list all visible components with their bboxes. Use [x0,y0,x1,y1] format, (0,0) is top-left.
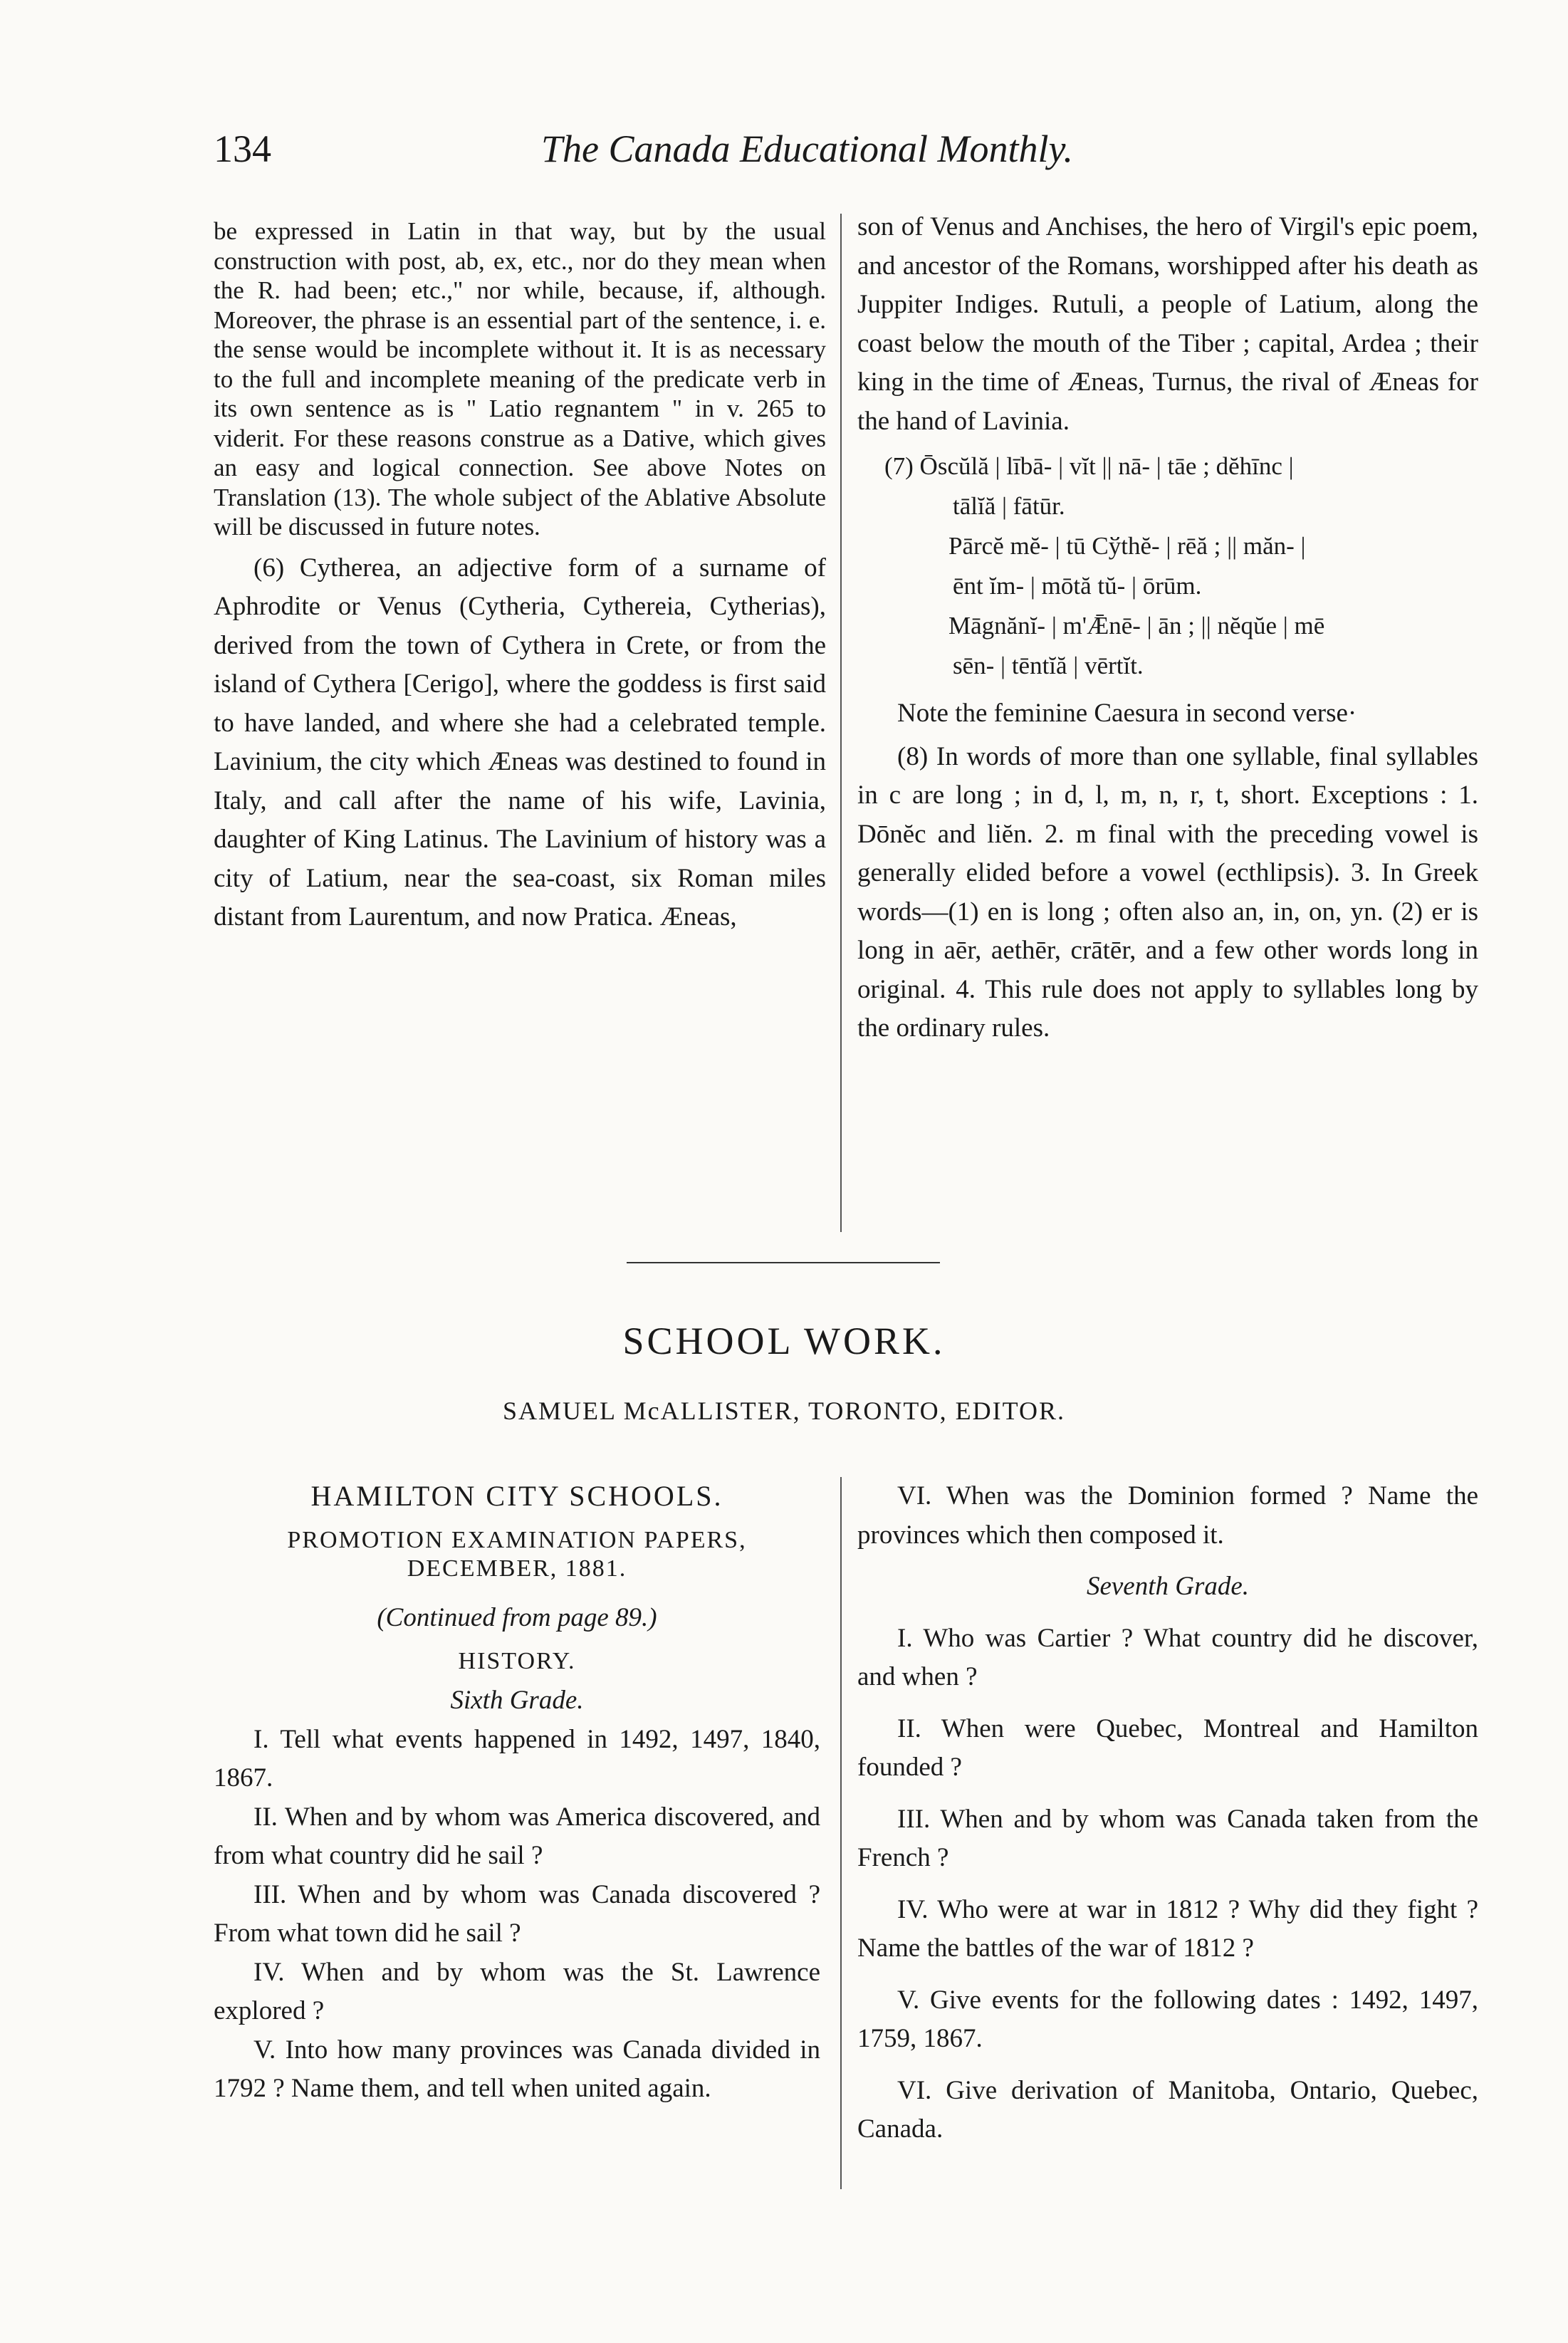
scansion-line: Pārcĕ mĕ- | tū Cўthĕ- | rēă ; || măn- | [948,532,1306,560]
paragraph-cytherea: (6) Cytherea, an adjective form of a surname of Aphrodite or Venus (Cytheria, Cythereia, Cytherias), derived from the town of Cythera in Crete, or from the island of Cythera [Cerigo], where the goddess is first said to have landed, and where she had a celebrated temple. Lavinium, the city which Æneas was destined to found in Italy, and call after the name of his wife, Lavinia, daughter of King Latinus. The Lavinium of history was a city of Latium, near the sea-coast, six Roman miles distant from Laurentum, and now Pratica. Æneas, [214,553,826,932]
question: VI. When was the Dominion formed ? Name the provinces which then composed it. [857,1481,1478,1550]
column-divider-bottom [840,1477,842,2189]
scansion-line: Māgnănĭ- | m'Ǣnē- | ān ; || nĕqŭe | mē [948,612,1325,640]
question: II. When and by whom was America discovered, and from what country did he sail ? [214,1802,820,1870]
running-head [214,127,1154,184]
section-editor: SAMUEL McALLISTER, TORONTO, EDITOR. [503,1397,1065,1425]
question: III. When and by whom was Canada taken from the French ? [857,1804,1478,1872]
exam-subheading: PROMOTION EXAMINATION PAPERS, DECEMBER, 1881. [287,1526,747,1582]
scansion-line: (7) Ōscŭlă | lībā- | vĭt || nā- | tāe ; dĕhīnc | [884,452,1294,480]
paragraph-final-syllables: (8) In words of more than one syllable, final syllables in c are long ; in d, l, m, n, r, t, short. Exceptions : 1. Dōnĕc and liĕn. 2. m final with the preceding vowel is generally elided before a vowel (ecthlipsis). 3. In Greek words—(1) en is long ; often also an, in, on, yn. (2) er is long in aēr, aethēr, crātēr, and a few other words long in original. 4. This rule does not apply to syllables long by the ordinary rules. [857,741,1478,1043]
subject-heading: HISTORY. [458,1648,576,1674]
page-number: 134 [214,127,271,170]
column-divider-top [840,214,842,1232]
caesura-note: Note the feminine Caesura in second verse· [897,699,1357,728]
question: IV. Who were at war in 1812 ? Why did they fight ? Name the battles of the war of 1812 ? [857,1894,1478,1963]
schools-heading: HAMILTON CITY SCHOOLS. [310,1480,723,1512]
scansion-block [884,447,1478,686]
bottom-right-column [857,1477,1478,2149]
section-title: SCHOOL WORK. [622,1320,946,1362]
scansion-line: sēn- | tēntĭă | vērtĭt. [953,652,1144,679]
grade-heading: Seventh Grade. [1086,1572,1250,1601]
question: VI. Give derivation of Manitoba, Ontario, Quebec, Canada. [857,2075,1478,2144]
paragraph-venus: son of Venus and Anchises, the hero of Virgil's epic poem, and ancestor of the Romans, worshipped after his death as Juppiter Indiges. Rutuli, a people of Latium, along the coast below the mouth of the Tiber ; capital, Ardea ; their king in the time of Æneas, Turnus, the rival of Æneas for the hand of Lavinia. [857,212,1478,436]
grade-heading: Sixth Grade. [450,1686,584,1715]
question: I. Tell what events happened in 1492, 1497, 1840, 1867. [214,1724,820,1793]
paragraph-ablative: be expressed in Latin in that way, but by the usual construction with post, ab, ex, etc., nor do they mean when the R. had been; etc.," nor while, because, if, although. Moreover, the phrase is an essential part of the sentence, i. e. the sense would be incomplete without it. It is as necessary to the full and incomplete meaning of the predicate verb in its own sentence as is " Latio regnantem " in v. 265 to viderit. For these reasons construe as a Dative, which gives an easy and logical connection. See above Notes on Translation (13). The whole subject of the Ablative Absolute will be discussed in future notes. [214,217,826,541]
top-left-column [214,216,826,937]
top-right-column [857,208,1478,1048]
bottom-left-column [214,1477,820,2109]
question: II. When were Quebec, Montreal and Hamilton founded ? [857,1713,1478,1782]
question: III. When and by whom was Canada discovered ? From what town did he sail ? [214,1879,820,1948]
scansion-line: tālĭă | fātūr. [953,492,1065,520]
scansion-line: ēnt ĭm- | mōtă tŭ- | ōrūm. [953,572,1202,600]
question: V. Give events for the following dates : 1492, 1497, 1759, 1867. [857,1985,1478,2053]
question: V. Into how many provinces was Canada divided in 1792 ? Name them, and tell when united again. [214,2035,820,2103]
question: IV. When and by whom was the St. Lawrence explored ? [214,1957,820,2025]
journal-title: The Canada Educational Monthly. [541,127,1073,170]
section-rule [627,1262,940,1263]
question: I. Who was Cartier ? What country did he discover, and when ? [857,1623,1478,1691]
continued-note: (Continued from page 89.) [377,1602,657,1632]
